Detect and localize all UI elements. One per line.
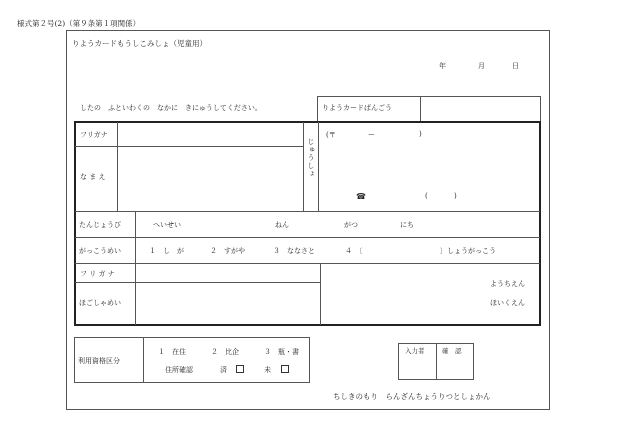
form-number: 様式第２号(2)（第９条第１項関係）: [17, 19, 141, 28]
birthday-label: たんじょうび: [79, 221, 121, 229]
library-name: ちしきのもり らんざんちょうりつとしょかん: [333, 392, 491, 401]
birthday-era: へいせい: [153, 221, 181, 229]
date-year: 年: [439, 62, 446, 70]
school-option-1[interactable]: １ し が: [149, 247, 184, 255]
postal-open: (〒: [326, 131, 336, 139]
address-input[interactable]: [319, 140, 539, 188]
guardian-furigana-input[interactable]: [136, 264, 320, 282]
eligibility-label: 利用資格区分: [78, 357, 120, 365]
eligibility-option-2[interactable]: ２ 比企: [211, 348, 239, 356]
school-option-2[interactable]: ２ すがや: [210, 247, 245, 255]
eligibility-option-1[interactable]: １ 在住: [158, 348, 186, 356]
school-option-4[interactable]: ４ 〔: [345, 247, 363, 255]
date-month: 月: [478, 62, 485, 70]
address-label: じゅうしょ: [307, 138, 315, 178]
applicant-furigana-input[interactable]: [118, 123, 303, 146]
phone-icon: ☎: [356, 192, 366, 201]
school-label: がっこうめい: [79, 247, 121, 255]
residence-done-label: 済: [220, 366, 227, 374]
school-option-3[interactable]: ３ ななさと: [273, 247, 315, 255]
residence-not-yet-checkbox[interactable]: [281, 365, 289, 373]
postal-dash: ー: [368, 131, 375, 139]
form-title: りようカードもうしこみしょ（児童用）: [72, 39, 207, 48]
residence-check-label: 住所確認: [165, 366, 193, 374]
confirm-label: 確 認: [442, 347, 462, 355]
phone-open: (: [425, 192, 428, 200]
applicant-name-label: な ま え: [80, 173, 106, 181]
residence-not-yet-label: 未: [264, 366, 271, 374]
phone-close: ): [454, 192, 457, 200]
date-day: 日: [512, 62, 519, 70]
residence-done-checkbox[interactable]: [236, 365, 244, 373]
instruction-text: したの ふといわくの なかに きにゅうしてください。: [80, 104, 262, 112]
applicant-name-input[interactable]: [118, 147, 303, 211]
applicant-furigana-label: フリガナ: [80, 131, 108, 139]
guardian-furigana-label: フ リ ガ ナ: [80, 270, 115, 278]
card-number-label: りようカードばんごう: [322, 104, 392, 112]
postal-close: ): [419, 130, 422, 138]
kindergarten-label: ようちえん: [490, 280, 525, 288]
school-suffix: 〕しょうがっこう: [440, 247, 496, 255]
birthday-year: ねん: [275, 221, 289, 229]
guardian-name-label: ほごしゃめい: [79, 299, 121, 307]
birthday-month: がつ: [344, 221, 358, 229]
eligibility-option-3[interactable]: ３ 瓶・書: [264, 348, 299, 356]
card-number-field[interactable]: [420, 96, 541, 122]
input-by-label: 入力者: [405, 347, 425, 355]
guardian-name-input[interactable]: [136, 283, 320, 324]
nursery-label: ほいくえん: [490, 299, 525, 307]
birthday-day: にち: [400, 221, 414, 229]
